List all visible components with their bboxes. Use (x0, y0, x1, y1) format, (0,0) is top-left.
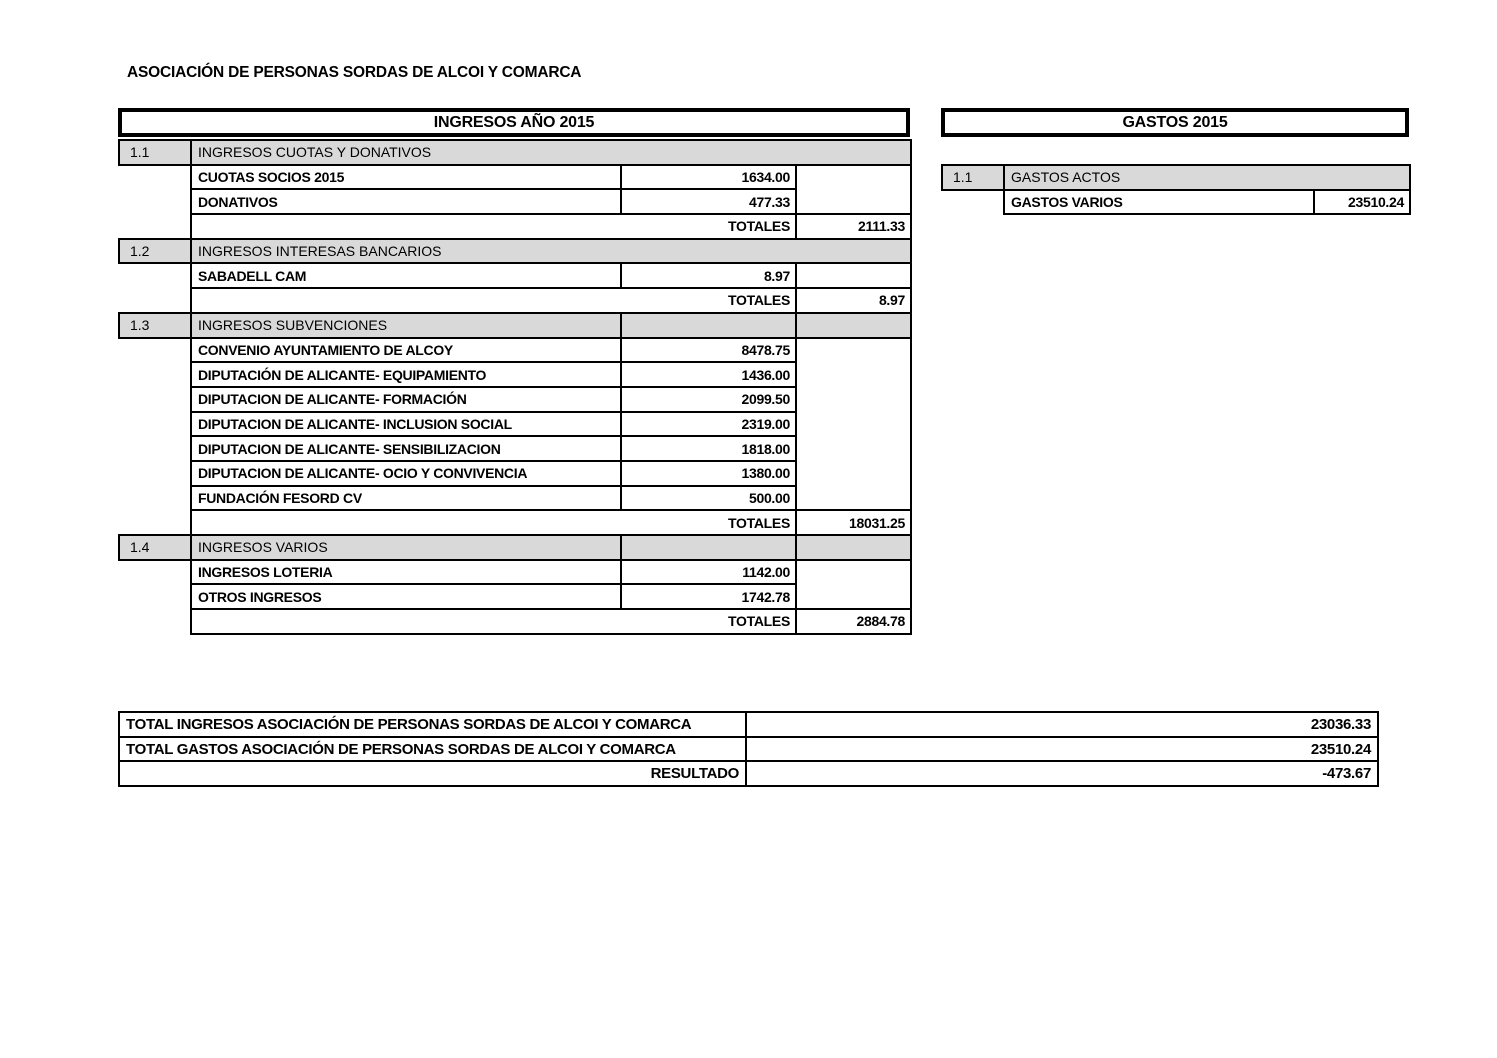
summary-value-cell: 23510.24 (746, 737, 1378, 762)
summary-value-cell: -473.67 (746, 761, 1378, 786)
spacer-cell (942, 190, 1004, 215)
empty-cell (621, 313, 796, 338)
section-number-cell: 1.3 (119, 313, 191, 338)
spacer-cell (119, 560, 191, 585)
item-label-cell: DIPUTACION DE ALICANTE- SENSIBILIZACION (191, 436, 621, 461)
item-label-cell: CONVENIO AYUNTAMIENTO DE ALCOY (191, 338, 621, 363)
table-row (119, 338, 911, 363)
item-label-cell: DIPUTACION DE ALICANTE- INCLUSION SOCIAL (191, 412, 621, 437)
spacer-cell (119, 609, 191, 634)
ingresos-grid (118, 139, 912, 635)
item-amount-cell: 8478.75 (621, 338, 796, 363)
table-row (119, 165, 911, 190)
spacer-cell (119, 412, 191, 437)
section-number-cell: 1.1 (119, 140, 191, 165)
gastos-table-header: GASTOS 2015 (941, 108, 1409, 137)
section-header-row (119, 313, 911, 338)
spacer-cell (119, 263, 191, 288)
table-row (119, 584, 911, 609)
item-amount-cell: 1436.00 (621, 362, 796, 387)
spacer-cell (119, 362, 191, 387)
totals-label-cell: TOTALES (191, 214, 796, 239)
empty-cell (796, 535, 911, 560)
spacer-cell (119, 486, 191, 511)
summary-value-cell: 23036.33 (746, 712, 1378, 737)
section-title-cell: INGRESOS INTERESAS BANCARIOS (191, 239, 911, 264)
section-title-cell: INGRESOS SUBVENCIONES (191, 313, 621, 338)
ingresos-table-header: INGRESOS AÑO 2015 (118, 108, 910, 137)
summary-row (119, 761, 1378, 786)
spacer-cell (119, 584, 191, 609)
totals-label-cell: TOTALES (191, 609, 796, 634)
spacer-cell (119, 288, 191, 313)
item-amount-cell: 1380.00 (621, 461, 796, 486)
section-number-cell: 1.2 (119, 239, 191, 264)
totals-label-cell: TOTALES (191, 288, 796, 313)
table-row (119, 560, 911, 585)
empty-cell (796, 313, 911, 338)
table-row (119, 189, 911, 214)
summary-row (119, 712, 1378, 737)
ingresos-table (118, 108, 910, 638)
item-label-cell: SABADELL CAM (191, 263, 621, 288)
item-amount-cell: 1142.00 (621, 560, 796, 585)
totals-value-cell: 2884.78 (796, 609, 911, 634)
gastos-table (941, 108, 1409, 218)
table-row (942, 190, 1410, 215)
totals-row (119, 214, 911, 239)
empty-cell (796, 165, 911, 214)
totals-value-cell: 18031.25 (796, 510, 911, 535)
item-label-cell: FUNDACIÓN FESORD CV (191, 486, 621, 511)
spacer-cell (119, 165, 191, 190)
item-label-cell: INGRESOS LOTERIA (191, 560, 621, 585)
spacer-cell (119, 189, 191, 214)
section-header-row (119, 140, 911, 165)
item-amount-cell: 1634.00 (621, 165, 796, 190)
spacer-cell (119, 510, 191, 535)
totals-value-cell: 8.97 (796, 288, 911, 313)
item-amount-cell: 2319.00 (621, 412, 796, 437)
table-row (119, 263, 911, 288)
item-label-cell: DONATIVOS (191, 189, 621, 214)
totals-row (119, 510, 911, 535)
totals-row (119, 288, 911, 313)
summary-table (118, 711, 1377, 787)
item-label-cell: CUOTAS SOCIOS 2015 (191, 165, 621, 190)
section-header-row (119, 239, 911, 264)
spacer-cell (119, 214, 191, 239)
table-row (119, 461, 911, 486)
section-title-cell: INGRESOS VARIOS (191, 535, 621, 560)
section-header-row (119, 535, 911, 560)
totals-value-cell: 2111.33 (796, 214, 911, 239)
spacer-cell (119, 461, 191, 486)
item-amount-cell: 8.97 (621, 263, 796, 288)
table-row (119, 486, 911, 511)
empty-cell (796, 338, 911, 511)
item-amount-cell: 2099.50 (621, 387, 796, 412)
page-title: ASOCIACIÓN DE PERSONAS SORDAS DE ALCOI Y COMARCA (127, 64, 582, 81)
totals-row (119, 609, 911, 634)
item-label-cell: OTROS INGRESOS (191, 584, 621, 609)
item-label-cell: DIPUTACION DE ALICANTE- OCIO Y CONVIVENCIA (191, 461, 621, 486)
item-label-cell: DIPUTACION DE ALICANTE- FORMACIÓN (191, 387, 621, 412)
spacer-cell (119, 436, 191, 461)
item-label-cell: DIPUTACIÓN DE ALICANTE- EQUIPAMIENTO (191, 362, 621, 387)
item-amount-cell: 500.00 (621, 486, 796, 511)
summary-label-cell: TOTAL INGRESOS ASOCIACIÓN DE PERSONAS SORDAS DE ALCOI Y COMARCA (119, 712, 746, 737)
empty-cell (796, 560, 911, 609)
summary-row (119, 737, 1378, 762)
totals-label-cell: TOTALES (191, 510, 796, 535)
table-row (119, 412, 911, 437)
item-amount-cell: 23510.24 (1314, 190, 1410, 215)
gastos-grid (941, 164, 1411, 215)
summary-label-cell: RESULTADO (119, 761, 746, 786)
section-title-cell: INGRESOS CUOTAS Y DONATIVOS (191, 140, 911, 165)
spacer-cell (119, 387, 191, 412)
table-row (119, 362, 911, 387)
item-label-cell: GASTOS VARIOS (1004, 190, 1314, 215)
table-row (119, 436, 911, 461)
item-amount-cell: 1742.78 (621, 584, 796, 609)
item-amount-cell: 477.33 (621, 189, 796, 214)
section-title-cell: GASTOS ACTOS (1004, 165, 1410, 190)
spacer-cell (119, 338, 191, 363)
item-amount-cell: 1818.00 (621, 436, 796, 461)
section-header-row (942, 165, 1410, 190)
empty-cell (621, 535, 796, 560)
summary-grid (118, 711, 1379, 787)
section-number-cell: 1.4 (119, 535, 191, 560)
table-row (119, 387, 911, 412)
summary-label-cell: TOTAL GASTOS ASOCIACIÓN DE PERSONAS SORDAS DE ALCOI Y COMARCA (119, 737, 746, 762)
section-number-cell: 1.1 (942, 165, 1004, 190)
empty-cell (796, 263, 911, 288)
